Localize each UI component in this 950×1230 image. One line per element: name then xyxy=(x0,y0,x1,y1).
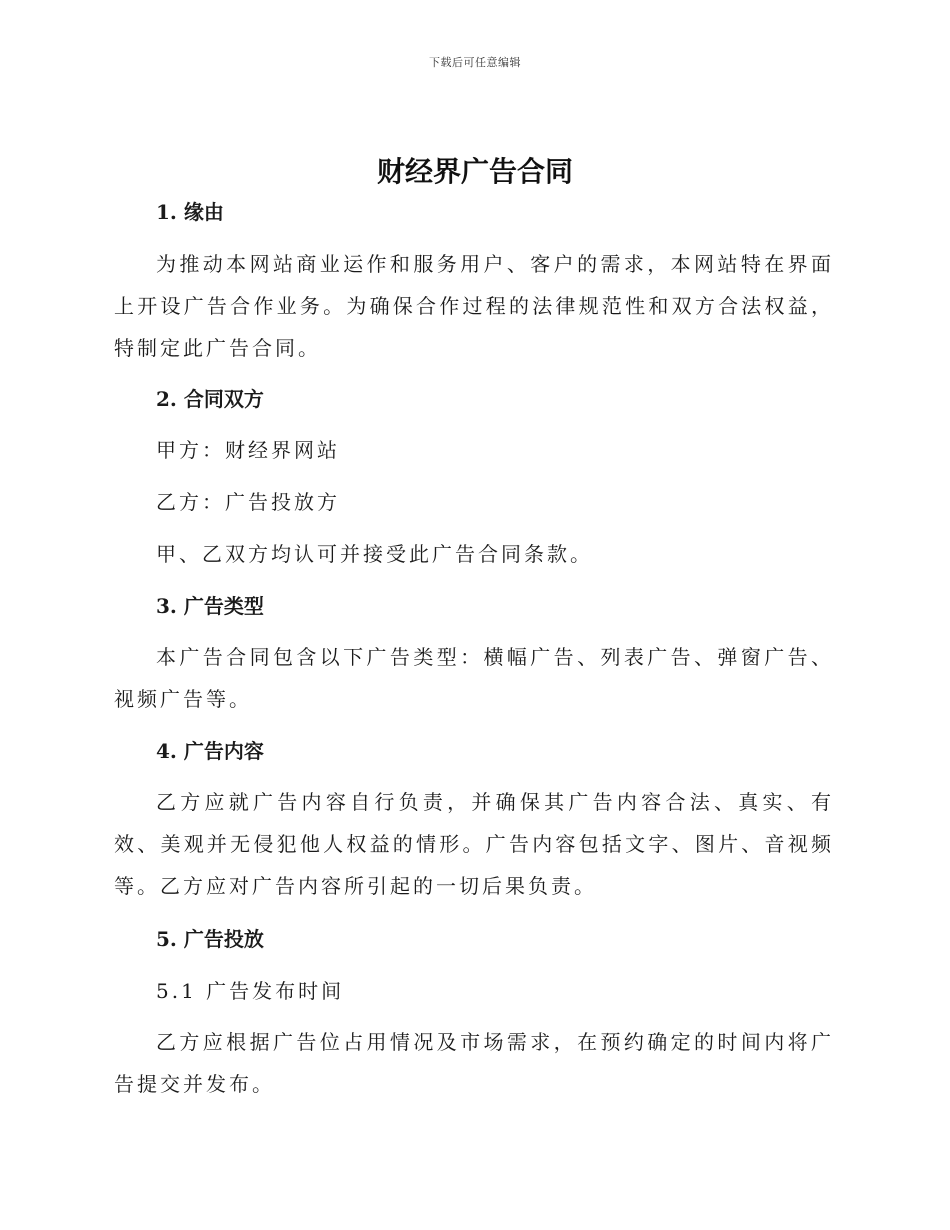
section-3-heading: 3. 广告类型 xyxy=(156,594,264,618)
section-2-heading: 2. 合同双方 xyxy=(156,387,264,411)
section-5-heading: 5. 广告投放 xyxy=(156,927,264,951)
section-4-heading: 4. 广告内容 xyxy=(156,739,264,763)
page-header-note: 下载后可任意编辑 xyxy=(429,56,521,69)
party-a-line: 甲方：财经界网站 xyxy=(156,438,340,462)
section-3-paragraph: 本广告合同包含以下广告类型：横幅广告、列表广告、弹窗广告、视频广告等。 xyxy=(114,645,834,711)
section-4-paragraph: 乙方应就广告内容自行负责，并确保其广告内容合法、真实、有效、美观并无侵犯他人权益的情形。广告内容包括文字、图片、音视频等。乙方应对广告内容所引起的一切后果负责。 xyxy=(114,790,834,898)
subsection-5-1-paragraph: 乙方应根据广告位占用情况及市场需求，在预约确定的时间内将广告提交并发布。 xyxy=(114,1030,834,1096)
document-title: 财经界广告合同 xyxy=(376,155,573,188)
section-1-paragraph: 为推动本网站商业运作和服务用户、客户的需求，本网站特在界面上开设广告合作业务。为确保合作过程的法律规范性和双方合法权益，特制定此广告合同。 xyxy=(114,252,834,360)
party-b-line: 乙方：广告投放方 xyxy=(156,490,340,514)
acceptance-line: 甲、乙双方均认可并接受此广告合同条款。 xyxy=(156,542,593,566)
section-1-heading: 1. 缘由 xyxy=(156,200,224,224)
subsection-5-1-title: 5.1 广告发布时间 xyxy=(156,979,345,1003)
